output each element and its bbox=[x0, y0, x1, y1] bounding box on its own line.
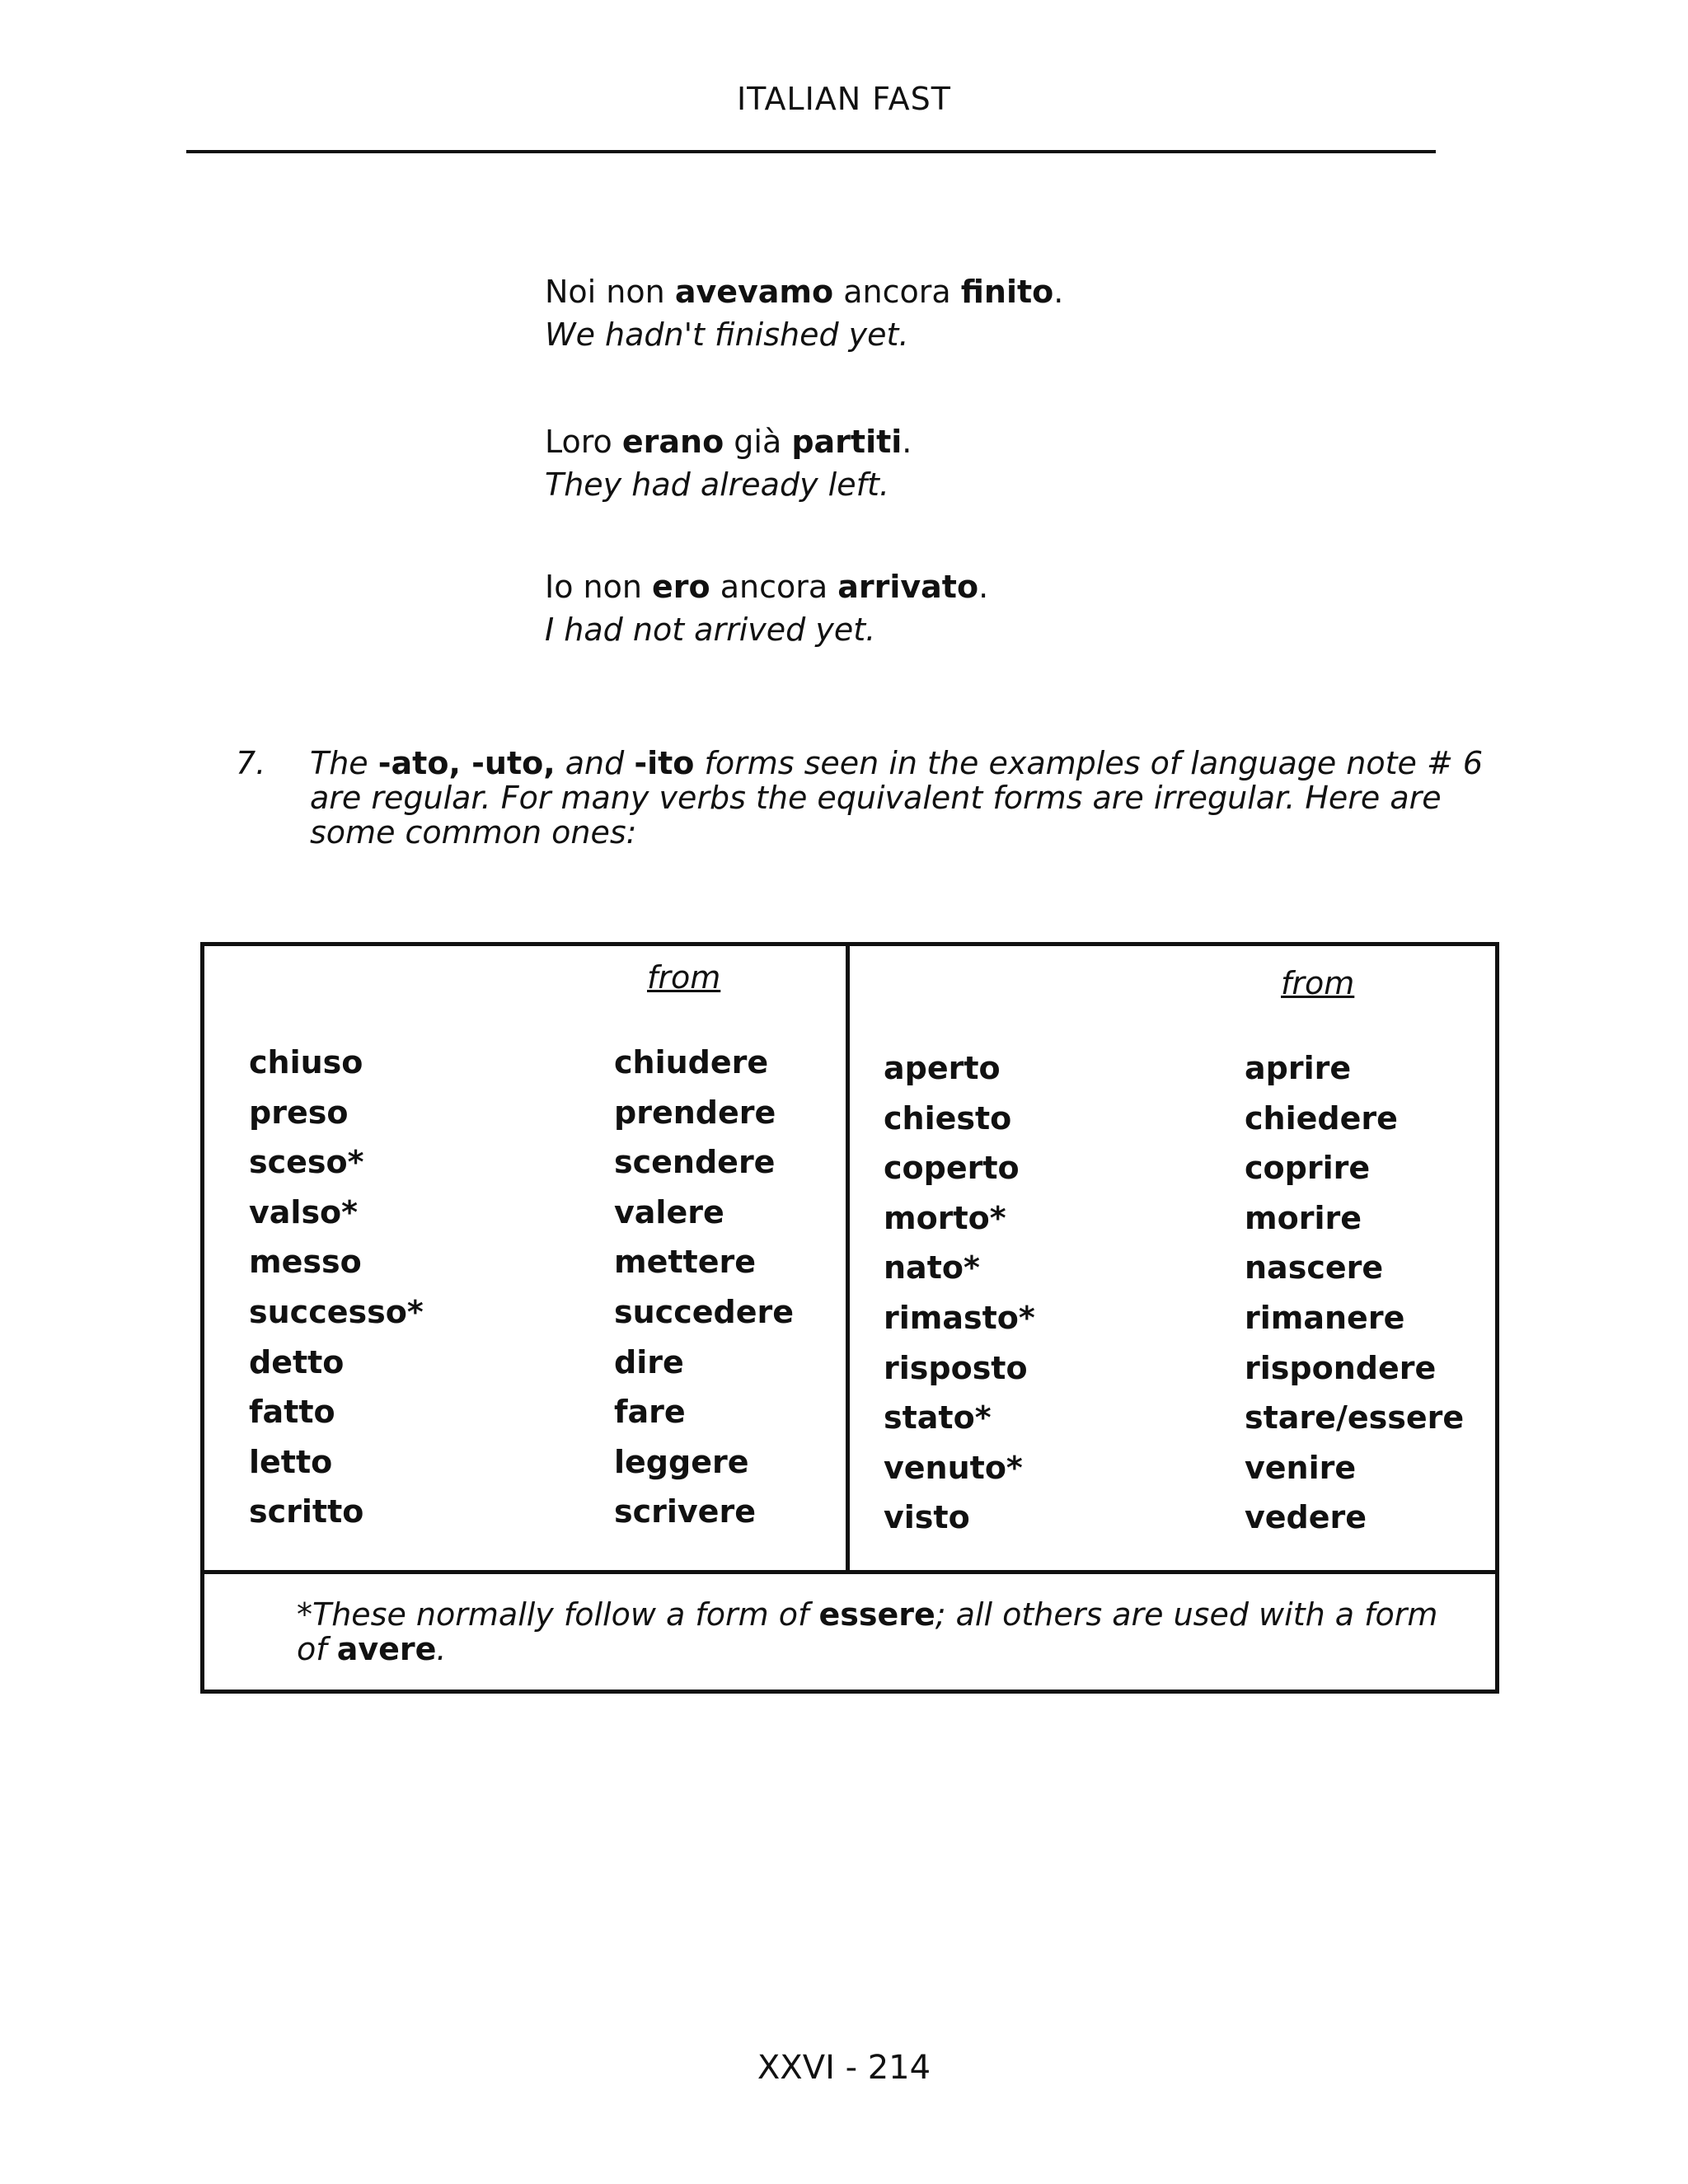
bold-segment: essere bbox=[818, 1596, 935, 1633]
verb-form: fare bbox=[614, 1394, 686, 1431]
english-translation: I had not arrived yet. bbox=[545, 612, 876, 648]
verb-form: morto* bbox=[884, 1199, 1006, 1236]
text-segment: ; all others are used with a form of bbox=[297, 1596, 1438, 1667]
verb-form: letto bbox=[249, 1443, 333, 1480]
irregular-participles-table bbox=[200, 942, 1499, 1694]
text-segment: and bbox=[555, 745, 635, 781]
bold-segment: arrivato bbox=[837, 569, 979, 605]
italian-sentence bbox=[545, 565, 988, 608]
verb-form: valso* bbox=[249, 1193, 359, 1230]
text-segment: . bbox=[902, 424, 912, 460]
italian-sentence bbox=[545, 420, 912, 463]
bold-segment: -ato, -uto, bbox=[377, 745, 556, 781]
text-segment: Io non bbox=[545, 569, 653, 605]
from-heading-left: from bbox=[647, 959, 721, 996]
verb-form: chiesto bbox=[884, 1099, 1012, 1137]
left-participles-column bbox=[249, 1038, 424, 1537]
header-rule bbox=[186, 150, 1436, 153]
text-segment: Loro bbox=[545, 424, 622, 460]
text-segment: già bbox=[724, 424, 792, 460]
verb-form: nato* bbox=[884, 1249, 980, 1286]
text-segment: The bbox=[310, 745, 378, 781]
bold-segment: partiti bbox=[791, 424, 903, 460]
verb-form: rispondere bbox=[1245, 1349, 1437, 1386]
verb-form: aprire bbox=[1245, 1050, 1352, 1086]
verb-form: chiudere bbox=[614, 1044, 769, 1080]
verb-form: sceso* bbox=[249, 1144, 364, 1181]
verb-form: stare/essere bbox=[1245, 1399, 1465, 1436]
note-text bbox=[310, 746, 1497, 850]
text-segment: forms seen in the examples of language note # 6 are regular. For many verbs the equivalent forms are irregular. Here are some common ones: bbox=[310, 745, 1484, 851]
table-footnote bbox=[297, 1597, 1451, 1666]
page-number: XXVI - 214 bbox=[757, 2049, 931, 2087]
from-heading-right: from bbox=[1281, 965, 1355, 1001]
running-header: ITALIAN FAST bbox=[736, 81, 952, 117]
bold-segment: finito bbox=[960, 274, 1054, 310]
verb-form: nascere bbox=[1245, 1249, 1384, 1286]
text-segment: . bbox=[1053, 274, 1064, 310]
verb-form: succedere bbox=[614, 1293, 794, 1330]
verb-form: coprire bbox=[1245, 1150, 1371, 1187]
verb-form: leggere bbox=[614, 1443, 749, 1480]
example-sentence-2 bbox=[545, 420, 912, 506]
note-number: 7. bbox=[236, 745, 266, 781]
footnote-rule bbox=[204, 1570, 1495, 1574]
example-sentence-1 bbox=[545, 270, 1063, 356]
verb-form: coperto bbox=[884, 1150, 1020, 1187]
verb-form: dire bbox=[614, 1343, 684, 1380]
verb-form: fatto bbox=[249, 1394, 335, 1431]
verb-form: morire bbox=[1245, 1199, 1362, 1236]
text-segment: . bbox=[436, 1631, 447, 1667]
verb-form: prendere bbox=[614, 1094, 776, 1131]
bold-segment: avevamo bbox=[674, 274, 834, 310]
text-segment: . bbox=[978, 569, 989, 605]
bold-segment: erano bbox=[621, 424, 724, 460]
verb-form: rimanere bbox=[1245, 1299, 1405, 1336]
bold-segment: ero bbox=[652, 569, 710, 605]
verb-form: venuto* bbox=[884, 1449, 1023, 1486]
left-infinitives-column bbox=[614, 1038, 794, 1537]
verb-form: rimasto* bbox=[884, 1299, 1035, 1336]
verb-form: venire bbox=[1245, 1449, 1357, 1486]
text-segment: *These normally follow a form of bbox=[297, 1596, 819, 1633]
verb-form: detto bbox=[249, 1343, 345, 1380]
verb-form: valere bbox=[614, 1193, 724, 1230]
verb-form: scrivere bbox=[614, 1493, 756, 1530]
verb-form: vedere bbox=[1245, 1499, 1367, 1536]
text-segment: Noi non bbox=[545, 274, 675, 310]
verb-form: chiuso bbox=[249, 1044, 363, 1080]
english-translation: We hadn't finished yet. bbox=[545, 316, 909, 353]
right-participles-column bbox=[884, 1043, 1035, 1543]
verb-form: risposto bbox=[884, 1349, 1028, 1386]
verb-form: aperto bbox=[884, 1050, 1001, 1086]
example-sentence-3 bbox=[545, 565, 988, 651]
right-infinitives-column bbox=[1245, 1043, 1464, 1543]
text-segment: ancora bbox=[833, 274, 961, 310]
verb-form: scritto bbox=[249, 1493, 364, 1530]
column-divider bbox=[846, 946, 850, 1572]
verb-form: visto bbox=[884, 1499, 970, 1536]
english-translation: They had already left. bbox=[545, 466, 889, 503]
verb-form: chiedere bbox=[1245, 1099, 1398, 1137]
verb-form: scendere bbox=[614, 1144, 776, 1181]
verb-form: successo* bbox=[249, 1293, 424, 1330]
bold-segment: -ito bbox=[634, 745, 695, 781]
verb-form: preso bbox=[249, 1094, 349, 1131]
verb-form: messo bbox=[249, 1244, 362, 1281]
italian-sentence bbox=[545, 270, 1063, 313]
verb-form: stato* bbox=[884, 1399, 992, 1436]
bold-segment: avere bbox=[336, 1631, 437, 1667]
verb-form: mettere bbox=[614, 1244, 756, 1281]
text-segment: ancora bbox=[710, 569, 838, 605]
